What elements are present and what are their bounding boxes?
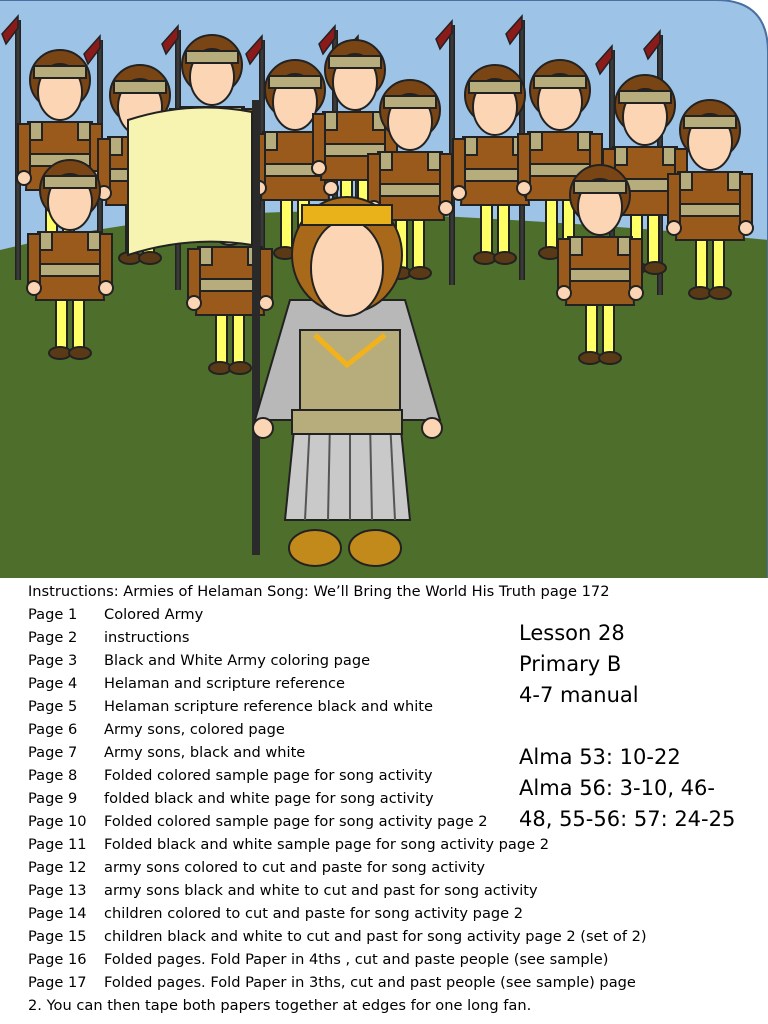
page-number: Page 4 bbox=[28, 675, 78, 692]
instructions-footer: 2. You can then tape both papers together at edges for one long fan. bbox=[28, 997, 532, 1014]
page-number: Page 1 bbox=[28, 606, 78, 623]
page-description: Helaman and scripture reference bbox=[104, 675, 345, 692]
page-number: Page 3 bbox=[28, 652, 78, 669]
page-number: Page 12 bbox=[28, 859, 87, 876]
page-description: children black and white to cut and past for song activity page 2 (set of 2) bbox=[104, 928, 647, 945]
page-description: Army sons, colored page bbox=[104, 721, 285, 738]
page-description: army sons black and white to cut and past for song activity bbox=[104, 882, 538, 899]
lesson-manual: 4-7 manual bbox=[519, 683, 639, 707]
lesson-class: Primary B bbox=[519, 652, 622, 676]
page-description: Colored Army bbox=[104, 606, 204, 623]
page-description: Black and White Army coloring page bbox=[104, 652, 371, 669]
page-number: Page 7 bbox=[28, 744, 78, 761]
page-description: army sons colored to cut and paste for song activity bbox=[104, 859, 486, 876]
instructions-header: Instructions: Armies of Helaman Song: We’ll Bring the World His Truth page 172 bbox=[28, 583, 610, 600]
page-number: Page 10 bbox=[28, 813, 87, 830]
lesson-number: Lesson 28 bbox=[519, 621, 625, 645]
page-number: Page 2 bbox=[28, 629, 78, 646]
page-description: Folded pages. Fold Paper in 4ths , cut and paste people (see sample) bbox=[104, 951, 609, 968]
page-description: Folded black and white sample page for song activity page 2 bbox=[104, 836, 550, 853]
page-entry-15 bbox=[28, 925, 763, 948]
page-number: Page 5 bbox=[28, 698, 78, 715]
page-number: Page 16 bbox=[28, 951, 87, 968]
page-description: Army sons, black and white bbox=[104, 744, 306, 761]
page-number: Page 15 bbox=[28, 928, 87, 945]
page-number: Page 14 bbox=[28, 905, 87, 922]
page-entry-16 bbox=[28, 948, 763, 971]
page-description: Helaman scripture reference black and white bbox=[104, 698, 433, 715]
page-description: folded black and white page for song activity bbox=[104, 790, 434, 807]
page-description: children colored to cut and paste for song activity page 2 bbox=[104, 905, 524, 922]
spacer bbox=[519, 711, 764, 742]
page-number: Page 11 bbox=[28, 836, 87, 853]
page-entry-12 bbox=[28, 856, 763, 879]
page-number: Page 8 bbox=[28, 767, 78, 784]
page-entry-13 bbox=[28, 879, 763, 902]
page-number: Page 6 bbox=[28, 721, 78, 738]
lesson-info bbox=[519, 618, 764, 835]
page-number: Page 17 bbox=[28, 974, 87, 991]
scripture-ref-3: 48, 55-56: 57: 24-25 bbox=[519, 807, 736, 831]
page-number: Page 13 bbox=[28, 882, 87, 899]
page-number: Page 9 bbox=[28, 790, 78, 807]
page-entry-17 bbox=[28, 971, 763, 994]
page-description: Folded pages. Fold Paper in 3ths, cut and past people (see sample) page bbox=[104, 974, 636, 991]
page-description: Folded colored sample page for song activity bbox=[104, 767, 433, 784]
scripture-ref-1: Alma 53: 10-22 bbox=[519, 745, 681, 769]
page-entry-11 bbox=[28, 833, 763, 856]
page-description: instructions bbox=[104, 629, 190, 646]
page-description: Folded colored sample page for song activity page 2 bbox=[104, 813, 488, 830]
scripture-ref-2: Alma 56: 3-10, 46- bbox=[519, 776, 715, 800]
page-entry-14 bbox=[28, 902, 763, 925]
